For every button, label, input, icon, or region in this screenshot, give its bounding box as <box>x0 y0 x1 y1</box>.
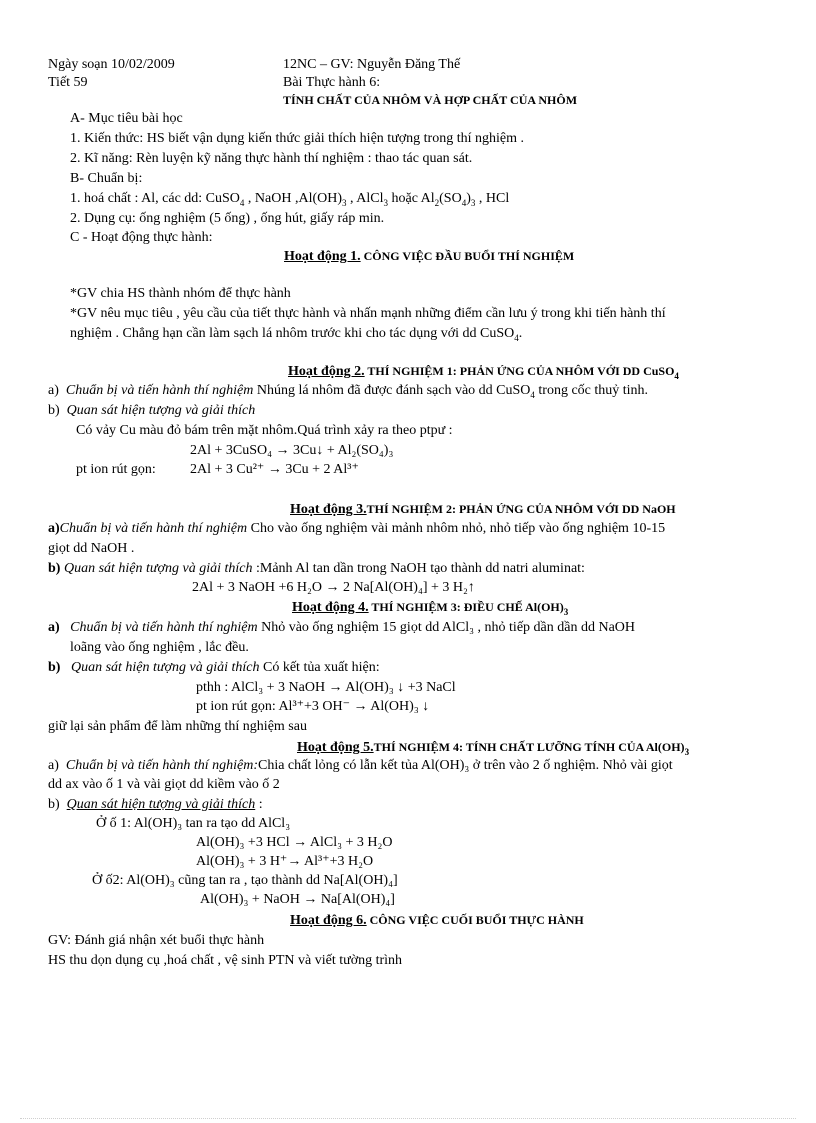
activity-5-tube-1-eq-2: Al(OH)₃ + 3 H⁺→ Al³⁺+3 H₂O <box>196 854 374 869</box>
activity-4-step-a-cont: loãng vào ống nghiệm , lắc đều. <box>70 640 249 655</box>
activity-5-step-b: b) Quan sát hiện tượng và giải thích : <box>48 797 263 812</box>
activity-3-heading: Hoạt động 3.THÍ NGHIỆM 2: PHẢN ỨNG CỦA NHÔM VỚI DD NaOH <box>290 502 676 517</box>
activity-4-equation: pthh : AlCl₃ + 3 NaOH → Al(OH)₃ ↓ +3 NaCl <box>196 680 456 695</box>
activity-4-note: giữ lại sản phẩm để làm những thí nghiệm sau <box>48 719 307 734</box>
class-teacher: 12NC – GV: Nguyễn Đăng Thế <box>283 57 461 72</box>
activity-1-line-3: nghiệm . Chẳng hạn cần làm sạch lá nhôm trước khi cho tác dụng với dd CuSO$_4$. <box>70 326 523 343</box>
section-a-heading: A- Mục tiêu bài học <box>70 111 183 126</box>
activity-1-line-2: *GV nêu mục tiêu , yêu cầu của tiết thực hành và nhấn mạnh những điểm cần lưu ý trong khi tiến hành thí <box>70 306 666 321</box>
section-b-heading: B- Chuẩn bị: <box>70 171 143 186</box>
activity-2-equation: 2Al + 3CuSO₄ → 3Cu↓ + Al₂(SO₄)₃ <box>190 443 394 458</box>
activity-4-step-b: b) Quan sát hiện tượng và giải thích Có kết tủa xuất hiện: <box>48 660 380 675</box>
activity-5-step-a: a) Chuẩn bị và tiến hành thí nghiệm:Chia chất lỏng có lẫn kết tủa Al(OH)₃ ở trên vào 2 ố nghiệm. Nhỏ vài giọt <box>48 758 673 773</box>
activity-3-step-a: a)Chuẩn bị và tiến hành thí nghiệm Cho vào ống nghiệm vài mảnh nhôm nhỏ, nhỏ tiếp vào ống nghiệm 10-15 <box>48 521 666 536</box>
equipment-line: 2. Dụng cụ: ống nghiệm (5 ống) , ống hút, giấy ráp min. <box>70 211 385 226</box>
activity-1-line-1: *GV chia HS thành nhóm để thực hành <box>70 286 291 301</box>
activity-4-ionic-equation: pt ion rút gọn: Al³⁺+3 OH⁻ → Al(OH)₃ ↓ <box>196 699 430 714</box>
activity-6-line-2: HS thu dọn dụng cụ ,hoá chất , vệ sinh PTN và viết tường trình <box>48 953 403 968</box>
date-line: Ngày soạn 10/02/2009 <box>48 57 175 72</box>
activity-2-ionic-label: pt ion rút gọn: <box>76 462 156 477</box>
objective-skill: 2. Kĩ năng: Rèn luyện kỹ năng thực hành thí nghiệm : thao tác quan sát. <box>70 151 473 166</box>
practice-number: Bài Thực hành 6: <box>283 75 381 90</box>
activity-2-step-b: b) Quan sát hiện tượng và giải thích <box>48 403 256 418</box>
activity-5-step-a-cont: dd ax vào ố 1 và vài giọt dd kiềm vào ố 2 <box>48 777 280 792</box>
activity-2-heading: Hoạt động 2. THÍ NGHIỆM 1: PHẢN ỨNG CỦA NHÔM VỚI DD CuSO$_4$ <box>288 364 679 381</box>
chemicals-line: 1. hoá chất : Al, các dd: CuSO$_4$ , NaOH $,Al(OH)_3$ , AlCl$_3$ hoặc $Al_2(SO_4)_3$ , HCl <box>70 191 510 208</box>
activity-5-tube-1: Ở ố 1: Al(OH)₃ tan ra tạo dd AlCl₃ <box>96 816 291 831</box>
activity-1-heading: Hoạt động 1. CÔNG VIỆC ĐẦU BUỔI THÍ NGHIỆM <box>284 249 575 264</box>
activity-3-step-b: b) Quan sát hiện tượng và giải thích :Mảnh Al tan dần trong NaOH tạo thành dd natri aluminat: <box>48 561 585 576</box>
period-line: Tiết 59 <box>48 75 88 90</box>
activity-5-heading: Hoạt động 5.THÍ NGHIỆM 4: TÍNH CHẤT LƯỠNG TÍNH CỦA $Al(OH)_3$ <box>297 740 690 757</box>
activity-4-step-a: a) Chuẩn bị và tiến hành thí nghiệm Nhỏ vào ống nghiệm 15 giọt dd AlCl₃ , nhỏ tiếp dần dần dd NaOH <box>48 620 636 635</box>
activity-6-heading: Hoạt động 6. CÔNG VIỆC CUỐI BUỔI THỰC HÀNH <box>290 913 584 928</box>
activity-5-tube-2: Ở ố2: Al(OH)₃ cũng tan ra , tạo thành dd Na[Al(OH)₄] <box>92 873 398 888</box>
activity-5-tube-2-eq: Al(OH)₃ + NaOH → Na[Al(OH)₄] <box>200 892 395 907</box>
section-c-heading: C - Hoạt động thực hành: <box>70 230 213 245</box>
activity-6-line-1: GV: Đánh giá nhận xét buổi thực hành <box>48 933 265 948</box>
activity-2-step-a: a) Chuẩn bị và tiến hành thí nghiệm Nhúng lá nhôm đã được đánh sạch vào dd CuSO$_4$ trong cốc thuỷ tinh. <box>48 383 649 400</box>
activity-3-equation: 2Al + 3 NaOH +6 H₂O → 2 Na[Al(OH)₄] + 3 H₂↑ <box>192 580 475 595</box>
lesson-title: TÍNH CHẤT CỦA NHÔM VÀ HỢP CHẤT CỦA NHÔM <box>283 93 578 107</box>
objective-knowledge: 1. Kiến thức: HS biết vận dụng kiến thức giải thích hiện tượng trong thí nghiệm . <box>70 131 524 146</box>
page-bottom-border <box>20 1118 796 1119</box>
activity-4-heading: Hoạt động 4. THÍ NGHIỆM 3: ĐIỀU CHẾ $Al(OH)_3$ <box>292 600 569 617</box>
activity-3-step-a-cont: giọt dd NaOH . <box>48 541 135 556</box>
activity-2-ionic-equation: 2Al + 3 Cu²⁺ → 3Cu + 2 Al³⁺ <box>190 462 359 477</box>
activity-5-tube-1-eq-1: Al(OH)₃ +3 HCl → AlCl₃ + 3 H₂O <box>196 835 393 850</box>
activity-2-observation: Có vảy Cu màu đỏ bám trên mặt nhôm.Quá trình xảy ra theo ptpư : <box>76 423 453 438</box>
